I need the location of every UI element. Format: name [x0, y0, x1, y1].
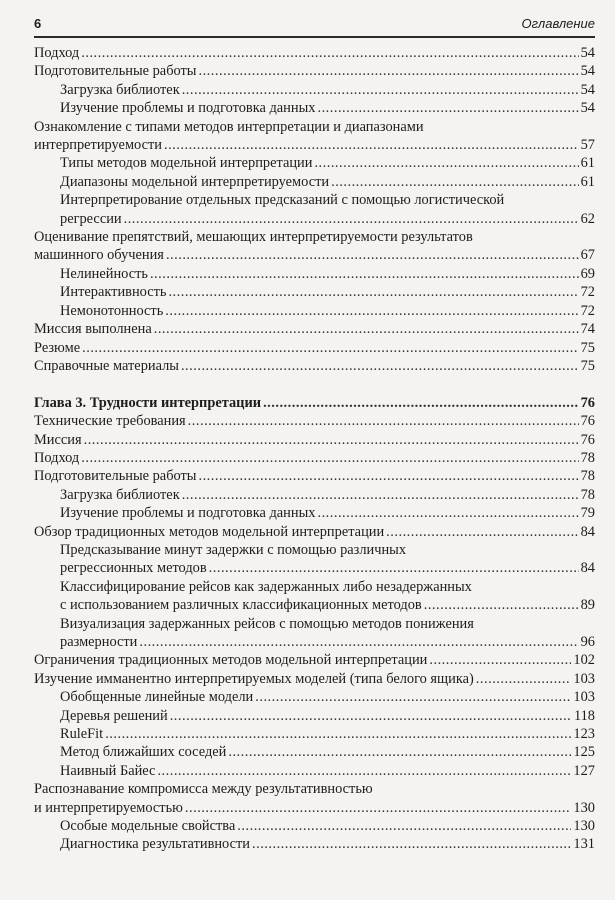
- toc-entry-title: Обзор традиционных методов модельной интерпретации: [34, 523, 385, 540]
- dot-leader: [170, 707, 572, 725]
- toc-entry-page: 72: [580, 284, 595, 301]
- dot-leader: [198, 467, 578, 485]
- page-header: [34, 14, 595, 38]
- toc-entry-page: 61: [580, 173, 595, 190]
- dot-leader: [124, 210, 579, 228]
- toc-entry-title: Метод ближайших соседей: [60, 744, 227, 761]
- dot-leader: [476, 670, 572, 688]
- toc-entry-title: Загрузка библиотек: [60, 486, 180, 503]
- toc-entry-title: Подготовительные работы: [34, 468, 197, 485]
- toc-entry-page: 103: [573, 689, 595, 706]
- toc-entry[interactable]: [34, 578, 595, 615]
- toc-entry-title: Глава 3. Трудности интерпретации: [34, 394, 262, 411]
- toc-entry[interactable]: [34, 118, 595, 155]
- toc-entry[interactable]: [34, 615, 595, 652]
- dot-leader: [331, 173, 579, 191]
- toc-entry-page: 76: [580, 413, 595, 430]
- toc-entry-page: 130: [573, 818, 595, 835]
- toc-entry-page: 102: [573, 652, 595, 669]
- dot-leader: [263, 394, 579, 412]
- toc-entry[interactable]: [34, 504, 595, 522]
- toc-entry-title: Ограничения традиционных методов модельной интерпретации: [34, 652, 428, 669]
- toc-entry-title: Миссия: [34, 431, 82, 448]
- toc-entry-page: 54: [580, 100, 595, 117]
- toc-entry-page: 89: [580, 597, 595, 614]
- dot-leader: [386, 523, 578, 541]
- toc-entry-page: 125: [573, 744, 595, 761]
- toc-entry[interactable]: [34, 651, 595, 669]
- toc-entry-title: Диагностика результативности: [60, 836, 250, 853]
- toc-entry[interactable]: [34, 357, 595, 375]
- toc-entry-page: 57: [580, 137, 595, 154]
- toc-entry-title: Интерактивность: [60, 284, 167, 301]
- toc-entry-title: RuleFit: [60, 726, 104, 743]
- toc-entry-page: 103: [573, 670, 595, 687]
- toc-entry-page: 76: [580, 394, 595, 411]
- dot-leader: [429, 651, 571, 669]
- toc-entry[interactable]: [34, 467, 595, 485]
- toc-entry[interactable]: [34, 339, 595, 357]
- toc-entry-title: регрессионных методов: [60, 560, 207, 577]
- dot-leader: [150, 265, 579, 283]
- dot-leader: [165, 302, 578, 320]
- toc-entry[interactable]: [34, 449, 595, 467]
- toc-entry-title: Типы методов модельной интерпретации: [60, 155, 313, 172]
- toc-entry-title: Изучение проблемы и подготовка данных: [60, 505, 316, 522]
- toc-entry-title: Диапазоны модельной интерпретируемости: [60, 173, 330, 190]
- dot-leader: [252, 835, 571, 853]
- running-title: Оглавление: [521, 16, 595, 31]
- toc-entry-page: 131: [573, 836, 595, 853]
- toc-entry-title-line: Распознавание компромисса между результативностью: [34, 781, 373, 798]
- toc-entry-title: Деревья решений: [60, 707, 168, 724]
- toc-entry[interactable]: [34, 688, 595, 706]
- toc-entry-page: 130: [573, 799, 595, 816]
- toc-entry[interactable]: [34, 412, 595, 430]
- toc-entry[interactable]: [34, 780, 595, 817]
- toc-entry[interactable]: [34, 173, 595, 191]
- toc-entry[interactable]: [34, 283, 595, 301]
- toc-entry-title-line: Классифицирование рейсов как задержанных либо незадержанных: [60, 578, 472, 595]
- toc-entry-title: Справочные материалы: [34, 357, 179, 374]
- toc-entry-page: 127: [573, 762, 595, 779]
- toc-entry-page: 62: [580, 210, 595, 227]
- table-of-contents: [34, 44, 595, 854]
- toc-entry-title: размерности: [60, 633, 138, 650]
- toc-entry-page: 84: [580, 560, 595, 577]
- toc-entry-title: и интерпретируемостью: [34, 799, 183, 816]
- dot-leader: [237, 817, 571, 835]
- toc-entry-page: 74: [580, 321, 595, 338]
- toc-entry-title: Обобщенные линейные модели: [60, 689, 254, 706]
- toc-entry-title-line: Оценивание препятствий, мешающих интерпретируемости результатов: [34, 229, 473, 246]
- toc-entry-page: 75: [580, 339, 595, 356]
- toc-entry[interactable]: [34, 44, 595, 62]
- dot-leader: [105, 725, 571, 743]
- toc-entry[interactable]: [34, 743, 595, 761]
- dot-leader: [182, 486, 579, 504]
- dot-leader: [164, 136, 579, 154]
- dot-leader: [228, 743, 571, 761]
- dot-leader: [317, 504, 578, 522]
- toc-entry-page: 67: [580, 247, 595, 264]
- toc-entry[interactable]: [34, 817, 595, 835]
- dot-leader: [168, 283, 578, 301]
- toc-entry[interactable]: [34, 62, 595, 80]
- toc-entry-title: Изучение проблемы и подготовка данных: [60, 100, 316, 117]
- dot-leader: [157, 762, 571, 780]
- toc-entry[interactable]: [34, 670, 595, 688]
- toc-entry[interactable]: [34, 99, 595, 117]
- toc-chapter-entry[interactable]: [34, 394, 595, 412]
- toc-entry-title: Нелинейность: [60, 265, 148, 282]
- dot-leader: [314, 154, 578, 172]
- toc-entry-title: Миссия выполнена: [34, 321, 152, 338]
- dot-leader: [84, 431, 579, 449]
- toc-entry[interactable]: [34, 541, 595, 578]
- toc-entry[interactable]: [34, 835, 595, 853]
- toc-entry-title-line: Интерпретирование отдельных предсказаний с помощью логистической: [60, 192, 505, 209]
- toc-entry[interactable]: [34, 302, 595, 320]
- dot-leader: [154, 320, 579, 338]
- toc-entry[interactable]: [34, 191, 595, 228]
- toc-entry-title: Резюме: [34, 339, 81, 356]
- toc-entry[interactable]: [34, 81, 595, 99]
- toc-entry[interactable]: [34, 320, 595, 338]
- toc-entry-page: 76: [580, 431, 595, 448]
- toc-entry[interactable]: [34, 725, 595, 743]
- toc-entry-title: с использованием различных классификационных методов: [60, 597, 422, 614]
- toc-entry-page: 54: [580, 81, 595, 98]
- toc-entry-page: 96: [580, 633, 595, 650]
- dot-leader: [82, 339, 578, 357]
- toc-entry-title-line: Ознакомление с типами методов интерпретации и диапазонами: [34, 118, 424, 135]
- dot-leader: [317, 99, 578, 117]
- toc-entry-page: 78: [580, 486, 595, 503]
- toc-entry-page: 78: [580, 468, 595, 485]
- dot-leader: [255, 688, 571, 706]
- toc-entry-title: Технические требования: [34, 413, 186, 430]
- toc-entry-title: Изучение имманентно интерпретируемых моделей (типа белого ящика): [34, 670, 474, 687]
- toc-entry[interactable]: [34, 486, 595, 504]
- toc-entry[interactable]: [34, 707, 595, 725]
- toc-entry[interactable]: [34, 228, 595, 265]
- toc-entry-title: машинного обучения: [34, 247, 164, 264]
- toc-entry-page: 54: [580, 45, 595, 61]
- toc-entry-page: 118: [573, 707, 595, 724]
- toc-entry-page: 72: [580, 302, 595, 319]
- toc-entry-page: 78: [580, 449, 595, 466]
- dot-leader: [81, 449, 578, 467]
- toc-entry-title-line: Предсказывание минут задержки с помощью различных: [60, 541, 407, 558]
- toc-entry-title: регрессии: [60, 210, 122, 227]
- dot-leader: [198, 62, 578, 80]
- dot-leader: [209, 559, 579, 577]
- dot-leader: [182, 81, 579, 99]
- dot-leader: [166, 246, 579, 264]
- toc-entry[interactable]: [34, 762, 595, 780]
- toc-entry-title: Особые модельные свойства: [60, 818, 236, 835]
- dot-leader: [188, 412, 579, 430]
- toc-entry[interactable]: [34, 265, 595, 283]
- toc-entry-title: Загрузка библиотек: [60, 81, 180, 98]
- dot-leader: [185, 799, 572, 817]
- toc-entry-title: Подход: [34, 449, 80, 466]
- toc-entry-title: Подход: [34, 45, 80, 61]
- page-number: 6: [34, 16, 42, 31]
- toc-entry-title: Подготовительные работы: [34, 63, 197, 80]
- toc-entry[interactable]: [34, 523, 595, 541]
- toc-entry-title-line: Визуализация задержанных рейсов с помощью методов понижения: [60, 615, 474, 632]
- toc-entry-page: 123: [573, 726, 595, 743]
- toc-entry-title: интерпретируемости: [34, 137, 162, 154]
- dot-leader: [181, 357, 579, 375]
- toc-entry-page: 69: [580, 265, 595, 282]
- toc-entry-page: 84: [580, 523, 595, 540]
- dot-leader: [139, 633, 578, 651]
- toc-entry-page: 79: [580, 505, 595, 522]
- toc-entry-page: 61: [580, 155, 595, 172]
- toc-entry-page: 75: [580, 357, 595, 374]
- toc-entry[interactable]: [34, 154, 595, 172]
- toc-entry[interactable]: [34, 431, 595, 449]
- toc-entry-title: Наивный Байес: [60, 762, 156, 779]
- dot-leader: [424, 596, 579, 614]
- toc-entry-page: 54: [580, 63, 595, 80]
- dot-leader: [81, 44, 578, 62]
- toc-entry-title: Немонотонность: [60, 302, 164, 319]
